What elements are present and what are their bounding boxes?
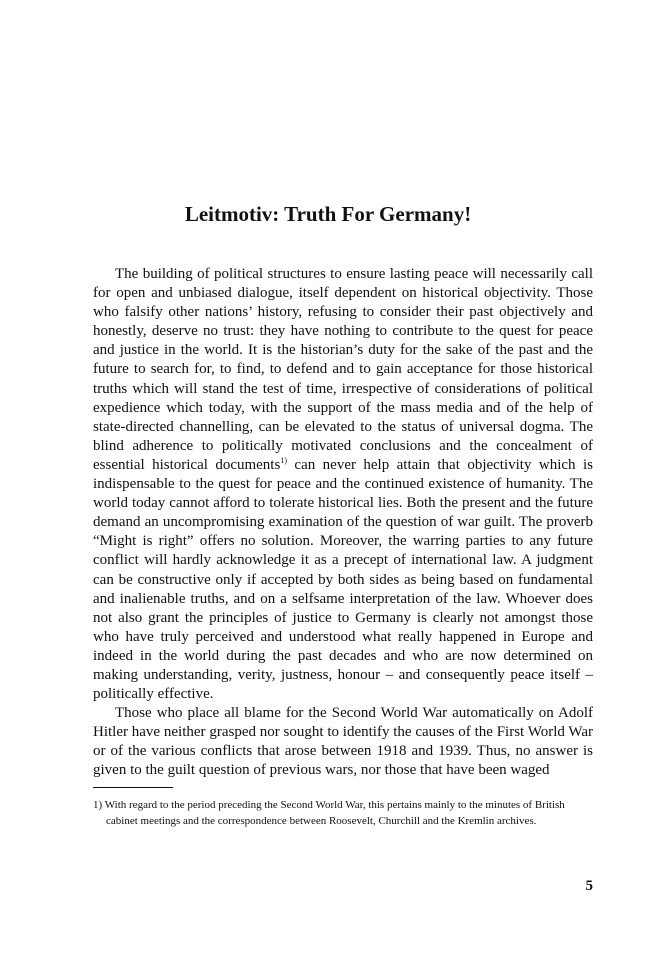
paragraph: Those who place all blame for the Second World War automatically on Adolf Hitler have neither grasped nor sought to identify the causes of the First World War or of the various conflicts that arose between 1918 and 1939. Thus, no answer is given to the guilt question of previous wars, nor those that have been waged xyxy=(93,705,593,779)
footnote-marker: 1) xyxy=(280,455,287,465)
page-number: 5 xyxy=(585,878,593,894)
chapter-title: Leitmotiv: Truth For Germany! xyxy=(184,202,472,226)
paragraph xyxy=(93,265,593,704)
body-text xyxy=(93,265,593,781)
footnote-text: 1) With regard to the period preceding the Second World War, this pertains mainly to the minutes of British cabinet meetings and the correspondence between Roosevelt, Churchill and the Kremlin archives. xyxy=(93,799,565,827)
footnote xyxy=(93,797,593,829)
footnote-divider xyxy=(93,787,173,788)
paragraph-text: can never help attain that objectivity which is indispensable to the quest for peace and the continued existence of humanity. The world today cannot afford to tolerate historical lies. Both the present and the future demand an uncompromising examination of the question of war guilt. The proverb “Might is right” offers no solution. Moreover, the warring parties to any future conflict will hardly acknowledge it as a precept of international law. A judgment can be constructive only if accepted by both sides as being based on fundamental and inalienable truths, and on a selfsame interpretation of the law. Whoever does not also grant the principles of justice to Germany is clearly not amongst those who have truly perceived and understood what really happened in Europe and indeed in the world during the past decades and who are now determined on making understanding, verity, justness, honour – and consequently peace itself – politically effective. xyxy=(93,456,593,703)
paragraph-text: The building of political structures to ensure lasting peace will necessarily call for open and unbiased dialogue, itself dependent on historical objectivity. Those who falsify other nations’ history, refusing to consider their past objectively and honestly, deserve no trust: they have nothing to contribute to the quest for peace and justice in the world. It is the historian’s duty for the sake of the past and the future to search for, to find, to defend and to gain acceptance for those historical truths which will stand the test of time, irrespective of considerations of political expedience which today, with the support of the mass media and of the help of state-directed channelling, can be elevated to the status of universal dogma. The blind adherence to politically motivated conclusions and the concealment of essential historical documents xyxy=(93,266,593,473)
